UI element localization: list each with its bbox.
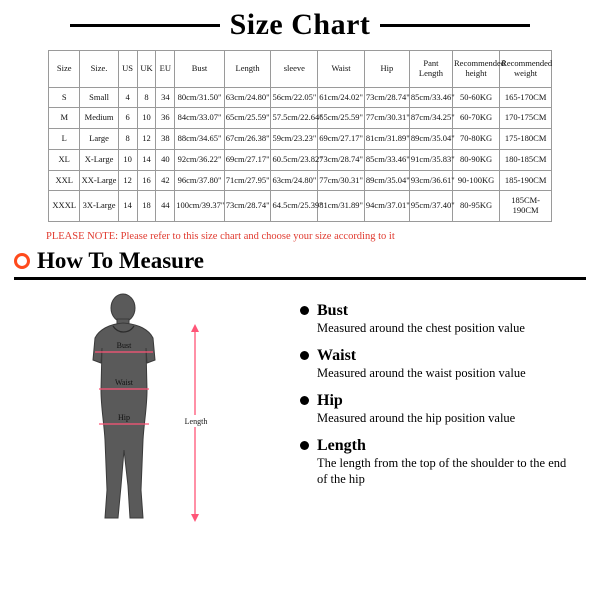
cell-bust: 92cm/36.22" xyxy=(175,149,224,170)
cell-sleeve: 57.5cm/22.64" xyxy=(271,108,318,129)
cell-hip: 81cm/31.89" xyxy=(364,129,409,150)
title-rule-right xyxy=(380,24,530,27)
cell-size: XXL xyxy=(49,170,80,191)
cell-recommended-weight: 185CM-190CM xyxy=(500,191,552,222)
table-row xyxy=(49,108,552,129)
col-header-pant-length: Pant Length xyxy=(409,51,452,88)
cell-length: 71cm/27.95" xyxy=(224,170,271,191)
cell-sleeve: 64.5cm/25.39" xyxy=(271,191,318,222)
cell-waist: 65cm/25.59" xyxy=(318,108,365,129)
cell-size: L xyxy=(49,129,80,150)
cell-recommended-height: 60-70KG xyxy=(453,108,500,129)
measure-title: Length xyxy=(317,436,366,454)
measure-desc: The length from the top of the shoulder to the end of the hip xyxy=(317,455,567,487)
circle-bullet-icon xyxy=(14,253,30,269)
figure-column xyxy=(0,290,300,540)
bullet-dot-icon xyxy=(300,396,309,405)
cell-recommended-height: 80-90KG xyxy=(453,149,500,170)
cell-recommended-weight: 180-185CM xyxy=(500,149,552,170)
measure-item-bust xyxy=(300,302,600,337)
measure-item-length xyxy=(300,437,600,489)
cell-sleeve: 59cm/23.23" xyxy=(271,129,318,150)
page-title: Size Chart xyxy=(229,8,371,41)
length-arrow-top xyxy=(191,324,199,332)
cell-eu: 36 xyxy=(156,108,175,129)
col-header-size: Size xyxy=(49,51,80,88)
measure-item-head xyxy=(300,302,600,320)
bullet-dot-icon xyxy=(300,441,309,450)
cell-length: 63cm/24.80" xyxy=(224,87,271,108)
measure-desc: Measured around the chest position value xyxy=(317,320,525,335)
table-row xyxy=(49,191,552,222)
please-note-text: PLEASE NOTE: Please refer to this size chart and choose your size according to it xyxy=(46,230,395,242)
cell-hip: 85cm/33.46" xyxy=(364,149,409,170)
measure-desc: Measured around the waist position value xyxy=(317,365,526,380)
measure-section xyxy=(0,280,600,540)
cell-length: 67cm/26.38" xyxy=(224,129,271,150)
cell-waist: 69cm/27.17" xyxy=(318,129,365,150)
cell-waist: 73cm/28.74" xyxy=(318,149,365,170)
length-arrow-bottom xyxy=(191,514,199,522)
cell-size: S xyxy=(49,87,80,108)
cell-sleeve: 63cm/24.80" xyxy=(271,170,318,191)
cell-recommended-weight: 185-190CM xyxy=(500,170,552,191)
cell-hip: 77cm/30.31" xyxy=(364,108,409,129)
col-header-hip: Hip xyxy=(364,51,409,88)
page-title-row xyxy=(0,0,600,42)
table-row xyxy=(49,87,552,108)
cell-eu: 40 xyxy=(156,149,175,170)
cell-bust: 84cm/33.07" xyxy=(175,108,224,129)
col-header-recommended-height: Recommended height xyxy=(453,51,500,88)
table-row xyxy=(49,170,552,191)
measure-item-head xyxy=(300,437,600,455)
cell-eu: 42 xyxy=(156,170,175,191)
size-table-wrap xyxy=(0,42,600,222)
cell-uk: 16 xyxy=(137,170,156,191)
cell-size: XL xyxy=(49,149,80,170)
cell-bust: 80cm/31.50" xyxy=(175,87,224,108)
col-header-uk: UK xyxy=(137,51,156,88)
cell-us: 12 xyxy=(118,170,137,191)
col-header-sleeve: sleeve xyxy=(271,51,318,88)
description-column xyxy=(300,290,600,540)
cell-size2: Small xyxy=(80,87,118,108)
cell-us: 8 xyxy=(118,129,137,150)
length-label: Length xyxy=(184,416,208,426)
hip-label: Hip xyxy=(118,412,130,422)
body-figure xyxy=(55,290,245,530)
cell-sleeve: 56cm/22.05" xyxy=(271,87,318,108)
cell-bust: 96cm/37.80" xyxy=(175,170,224,191)
table-header-row xyxy=(49,51,552,88)
col-header-length: Length xyxy=(224,51,271,88)
cell-uk: 14 xyxy=(137,149,156,170)
figure-svg xyxy=(55,290,245,530)
cell-pant-length: 91cm/35.83" xyxy=(409,149,452,170)
cell-size2: 3X-Large xyxy=(80,191,118,222)
measure-title: Hip xyxy=(317,391,343,409)
cell-eu: 38 xyxy=(156,129,175,150)
col-header-waist: Waist xyxy=(318,51,365,88)
cell-uk: 12 xyxy=(137,129,156,150)
cell-pant-length: 87cm/34.25" xyxy=(409,108,452,129)
col-header-size2: Size. xyxy=(80,51,118,88)
cell-pant-length: 95cm/37.40" xyxy=(409,191,452,222)
cell-hip: 73cm/28.74" xyxy=(364,87,409,108)
cell-uk: 8 xyxy=(137,87,156,108)
cell-hip: 94cm/37.01" xyxy=(364,191,409,222)
cell-size2: X-Large xyxy=(80,149,118,170)
col-header-recommended-weight: Recommended weight xyxy=(500,51,552,88)
cell-us: 10 xyxy=(118,149,137,170)
cell-recommended-height: 70-80KG xyxy=(453,129,500,150)
how-to-measure-header xyxy=(0,242,600,274)
cell-recommended-weight: 170-175CM xyxy=(500,108,552,129)
silhouette xyxy=(93,294,155,518)
cell-length: 69cm/27.17" xyxy=(224,149,271,170)
cell-waist: 77cm/30.31" xyxy=(318,170,365,191)
measure-item-head xyxy=(300,392,600,410)
cell-length: 65cm/25.59" xyxy=(224,108,271,129)
cell-size: XXXL xyxy=(49,191,80,222)
measure-item-hip xyxy=(300,392,600,427)
cell-eu: 34 xyxy=(156,87,175,108)
cell-recommended-weight: 165-170CM xyxy=(500,87,552,108)
how-to-measure-heading: How To Measure xyxy=(37,247,204,273)
cell-size: M xyxy=(49,108,80,129)
col-header-us: US xyxy=(118,51,137,88)
cell-waist: 81cm/31.89" xyxy=(318,191,365,222)
cell-sleeve: 60.5cm/23.82" xyxy=(271,149,318,170)
cell-bust: 88cm/34.65" xyxy=(175,129,224,150)
cell-eu: 44 xyxy=(156,191,175,222)
measure-item-head xyxy=(300,347,600,365)
title-rule-left xyxy=(70,24,220,27)
table-row xyxy=(49,129,552,150)
measure-title: Waist xyxy=(317,346,357,364)
cell-bust: 100cm/39.37" xyxy=(175,191,224,222)
col-header-eu: EU xyxy=(156,51,175,88)
measure-desc: Measured around the hip position value xyxy=(317,410,516,425)
measure-title: Bust xyxy=(317,301,349,319)
cell-pant-length: 85cm/33.46" xyxy=(409,87,452,108)
bullet-dot-icon xyxy=(300,351,309,360)
cell-uk: 18 xyxy=(137,191,156,222)
cell-size2: XX-Large xyxy=(80,170,118,191)
cell-size2: Large xyxy=(80,129,118,150)
cell-recommended-height: 50-60KG xyxy=(453,87,500,108)
cell-pant-length: 93cm/36.61" xyxy=(409,170,452,191)
cell-length: 73cm/28.74" xyxy=(224,191,271,222)
cell-uk: 10 xyxy=(137,108,156,129)
cell-hip: 89cm/35.04" xyxy=(364,170,409,191)
waist-label: Waist xyxy=(114,377,134,387)
bust-label: Bust xyxy=(116,340,132,350)
cell-recommended-height: 90-100KG xyxy=(453,170,500,191)
col-header-bust: Bust xyxy=(175,51,224,88)
cell-recommended-weight: 175-180CM xyxy=(500,129,552,150)
cell-pant-length: 89cm/35.04" xyxy=(409,129,452,150)
cell-us: 6 xyxy=(118,108,137,129)
size-table xyxy=(48,50,552,222)
cell-us: 14 xyxy=(118,191,137,222)
bullet-dot-icon xyxy=(300,306,309,315)
cell-recommended-height: 80-95KG xyxy=(453,191,500,222)
cell-waist: 61cm/24.02" xyxy=(318,87,365,108)
cell-size2: Medium xyxy=(80,108,118,129)
table-row xyxy=(49,149,552,170)
measure-item-waist xyxy=(300,347,600,382)
cell-us: 4 xyxy=(118,87,137,108)
